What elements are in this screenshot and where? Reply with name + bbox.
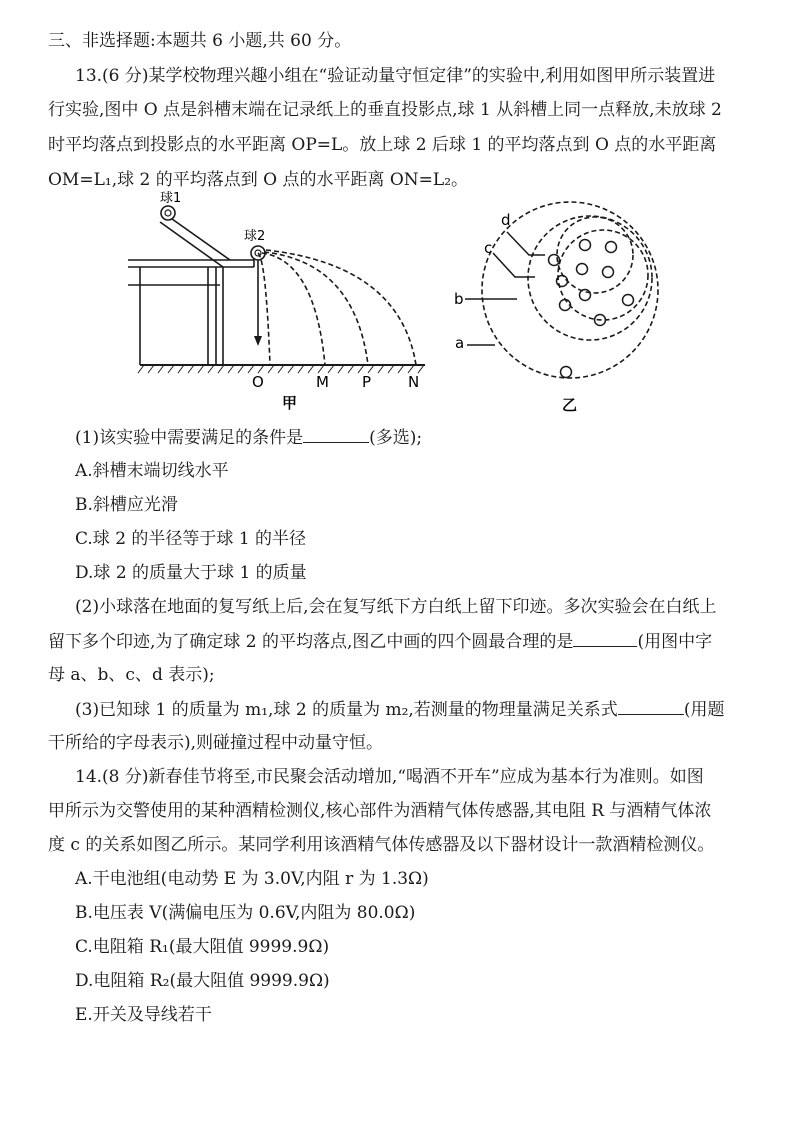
q13-intro-line: 时平均落点到投影点的水平距离 OP=L。放上球 2 后球 1 的平均落点到 O 点的水平距离 bbox=[48, 135, 717, 155]
q13-intro-line: 13.(6 分)某学校物理兴趣小组在“验证动量守恒定律”的实验中,利用如图甲所示装置进 bbox=[75, 66, 716, 86]
option-b: B.斜槽应光滑 bbox=[75, 495, 178, 515]
q14-intro-line: 甲所示为交警使用的某种酒精检测仪,核心部件为酒精气体传感器,其电阻 R 与酒精气体浓 bbox=[48, 801, 712, 821]
section-header: 三、非选择题:本题共 6 小题,共 60 分。 bbox=[48, 31, 352, 51]
q13-intro-line: 行实验,图中 O 点是斜槽末端在记录纸上的垂直投影点,球 1 从斜槽上同一点释放,未放球 2 bbox=[48, 100, 722, 120]
q13-part3-line: (3)已知球 1 的质量为 m₁,球 2 的质量为 m₂,若测量的物理量满足关系式 (用题 bbox=[75, 700, 725, 720]
ball1-label: 球1 bbox=[160, 191, 182, 206]
q13-part2-line: 留下多个印迹,为了确定球 2 的平均落点,图乙中画的四个圆最合理的是 (用图中字 bbox=[48, 632, 713, 652]
q14-item-b: B.电压表 V(满偏电压为 0.6V,内阻为 80.0Ω) bbox=[75, 903, 416, 923]
option-a: A.斜槽末端切线水平 bbox=[75, 461, 229, 481]
q14-intro-line: 14.(8 分)新春佳节将至,市民聚会活动增加,“喝酒不开车”应成为基本行为准则。如图 bbox=[75, 767, 704, 787]
figure-yi-caption: 乙 bbox=[562, 396, 578, 414]
q13-part2-line: (2)小球落在地面的复写纸上后,会在复写纸下方白纸上留下印迹。多次实验会在白纸上 bbox=[75, 597, 717, 617]
label-b: b bbox=[454, 290, 464, 308]
option-c: C.球 2 的半径等于球 1 的半径 bbox=[75, 529, 307, 549]
figure-jia-caption: 甲 bbox=[282, 394, 298, 412]
point-p-label: P bbox=[362, 373, 372, 391]
circle-b bbox=[528, 216, 652, 340]
ball1 bbox=[161, 206, 175, 220]
figure-yi-landing-marks bbox=[445, 195, 690, 420]
point-m-label: M bbox=[316, 373, 329, 391]
label-d: d bbox=[501, 211, 511, 229]
circle-d bbox=[557, 217, 633, 293]
q13-part2-line: 母 a、b、c、d 表示); bbox=[48, 665, 215, 685]
figure-jia-apparatus bbox=[120, 190, 440, 415]
q14-intro-line: 度 c 的关系如图乙所示。某同学利用该酒精气体传感器及以下器材设计一款酒精检测仪。 bbox=[48, 835, 715, 855]
q14-item-d: D.电阻箱 R₂(最大阻值 9999.9Ω) bbox=[75, 971, 330, 991]
trajectories bbox=[258, 250, 416, 365]
q14-item-c: C.电阻箱 R₁(最大阻值 9999.9Ω) bbox=[75, 937, 330, 957]
label-a: a bbox=[455, 334, 465, 352]
option-d: D.球 2 的质量大于球 1 的质量 bbox=[75, 563, 307, 583]
point-n-label: N bbox=[408, 373, 420, 391]
q13-part1-stem: (1)该实验中需要满足的条件是 (多选); bbox=[75, 428, 423, 448]
label-c: c bbox=[484, 239, 493, 257]
ball2-label: 球2 bbox=[244, 229, 266, 244]
q14-item-a: A.干电池组(电动势 E 为 3.0V,内阻 r 为 1.3Ω) bbox=[75, 869, 429, 889]
q13-part3-line: 干所给的字母表示),则碰撞过程中动量守恒。 bbox=[48, 733, 384, 753]
q14-item-e: E.开关及导线若干 bbox=[75, 1005, 212, 1025]
q13-intro-line: OM=L₁,球 2 的平均落点到 O 点的水平距离 ON=L₂。 bbox=[48, 170, 469, 190]
point-o-label: O bbox=[252, 373, 264, 391]
